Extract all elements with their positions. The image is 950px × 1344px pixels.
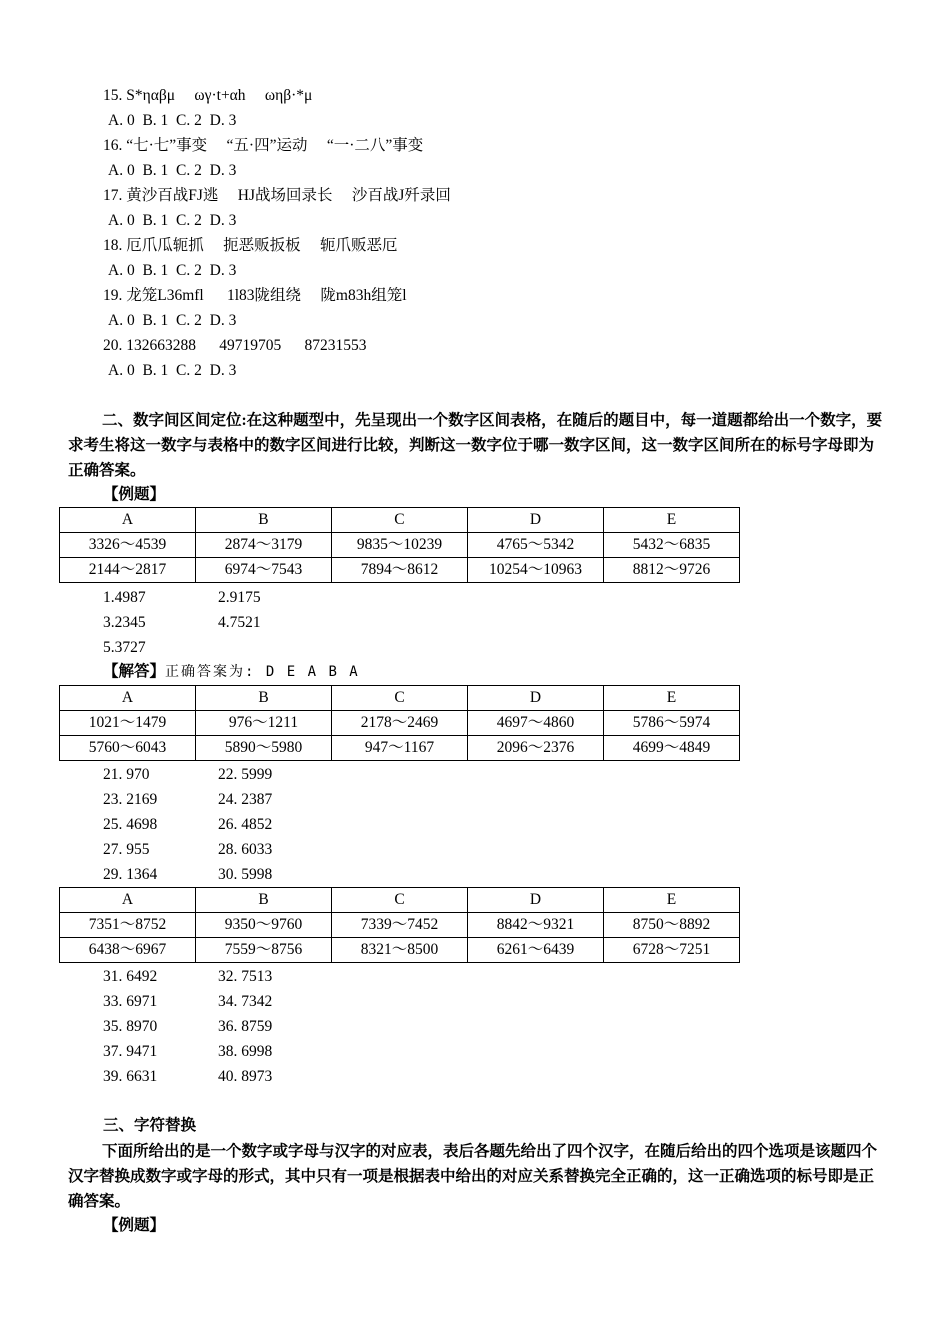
- table-cell: 7351～8752: [60, 913, 196, 938]
- list-item: 34. 7342: [218, 993, 273, 1010]
- list-item: 33. 6971: [103, 993, 158, 1010]
- table-cell: 7559～8756: [196, 938, 332, 963]
- items-row: [103, 813, 272, 837]
- header-a: A: [60, 686, 196, 711]
- example-range-table: [59, 507, 740, 583]
- table-header-row: [60, 686, 740, 711]
- range-table-3: [59, 887, 740, 963]
- header-a: A: [60, 888, 196, 913]
- example-items-row: [103, 611, 261, 635]
- table-cell: 8321～8500: [332, 938, 468, 963]
- question-18: 18. 厄爪瓜轭抓 扼恶贩扳板 轭爪贩恶厄: [103, 237, 398, 254]
- table-header-row: [60, 508, 740, 533]
- table-cell: 2178～2469: [332, 711, 468, 736]
- list-item: 25. 4698: [103, 816, 158, 833]
- table-cell: 5432～6835: [604, 533, 740, 558]
- table-cell: 976～1211: [196, 711, 332, 736]
- table-cell: 8812～9726: [604, 558, 740, 583]
- list-item: 36. 8759: [218, 1018, 273, 1035]
- table-cell: 3326～4539: [60, 533, 196, 558]
- table-cell: 8842～9321: [468, 913, 604, 938]
- list-item: 3.2345: [103, 614, 146, 631]
- table-cell: 7339～7452: [332, 913, 468, 938]
- table-cell: 2096～2376: [468, 736, 604, 761]
- items-row: [103, 838, 272, 862]
- list-item: 40. 8973: [218, 1068, 273, 1085]
- header-e: E: [604, 686, 740, 711]
- section-3-intro-text: 下面所给出的是一个数字或字母与汉字的对应表，表后各题先给出了四个汉字，在随后给出的四个选项是该题四个汉字替换成数字或字母的形式，其中只有一项是根据表中给出的对应关系替换完全正确的，这一正确选项的标号即是正确答案。: [68, 1143, 878, 1210]
- section-2-intro: [68, 408, 886, 483]
- table-cell: 8750～8892: [604, 913, 740, 938]
- table-cell: 10254～10963: [467, 558, 603, 583]
- items-row: [103, 990, 272, 1014]
- items-row: [103, 788, 272, 812]
- header-c: C: [332, 686, 468, 711]
- question-16-options: A. 0 B. 1 C. 2 D. 3: [108, 162, 237, 179]
- section-3-title: 三、字符替换: [103, 1117, 197, 1134]
- header-e: E: [604, 888, 740, 913]
- items-row: [103, 863, 272, 887]
- table-cell: 4765～5342: [467, 533, 603, 558]
- items-row: [103, 965, 272, 989]
- items-row: [103, 1065, 272, 1089]
- list-item: 29. 1364: [103, 866, 158, 883]
- table-cell: 6974～7543: [195, 558, 331, 583]
- list-item: 37. 9471: [103, 1043, 158, 1060]
- table-cell: 5786～5974: [604, 711, 740, 736]
- table-row: [60, 736, 740, 761]
- header-b: B: [195, 508, 331, 533]
- table-cell: 4699～4849: [604, 736, 740, 761]
- list-item: 28. 6033: [218, 841, 273, 858]
- list-item: 38. 6998: [218, 1043, 273, 1060]
- header-d: D: [468, 686, 604, 711]
- question-17: 17. 黄沙百战FJ逃 HJ战场回录长 沙百战J歼录回: [103, 187, 451, 204]
- table-row: [60, 938, 740, 963]
- question-20: 20. 132663288 49719705 87231553: [103, 337, 367, 354]
- question-15: 15. S*ηαβμ ωγ·t+αh ωηβ·*μ: [103, 87, 313, 104]
- table-row: [60, 558, 740, 583]
- header-c: C: [331, 508, 467, 533]
- list-item: 27. 955: [103, 841, 150, 858]
- table-cell: 7894～8612: [331, 558, 467, 583]
- table-cell: 2144～2817: [60, 558, 196, 583]
- list-item: 30. 5998: [218, 866, 273, 883]
- answer-text: 正确答案为: D E A B A: [165, 664, 360, 680]
- table-cell: 2874～3179: [195, 533, 331, 558]
- list-item: 24. 2387: [218, 791, 273, 808]
- example-items-row: [103, 636, 218, 660]
- items-row: [103, 1015, 272, 1039]
- section-2-intro-text: 二、数字间区间定位:在这种题型中，先呈现出一个数字区间表格，在随后的题目中，每一道题都给出一个数字，要求考生将这一数字与表格中的数字区间进行比较，判断这一数字位于哪一数字区间，这一数字区间所在的标号字母即为正确答案。: [68, 412, 883, 479]
- table-cell: 9350～9760: [196, 913, 332, 938]
- section-3-example-label: 【例题】: [103, 1217, 166, 1234]
- table-cell: 1021～1479: [60, 711, 196, 736]
- example-label: 【例题】: [103, 486, 166, 503]
- header-c: C: [332, 888, 468, 913]
- list-item: 23. 2169: [103, 791, 158, 808]
- list-item: 2.9175: [218, 589, 261, 606]
- question-19-options: A. 0 B. 1 C. 2 D. 3: [108, 312, 237, 329]
- header-b: B: [196, 888, 332, 913]
- header-d: D: [468, 888, 604, 913]
- section-3-intro: [68, 1139, 886, 1214]
- question-16: 16. “七·七”事变 “五·四”运动 “一·二八”事变: [103, 137, 424, 154]
- list-item: 35. 8970: [103, 1018, 158, 1035]
- list-item: 22. 5999: [218, 766, 273, 783]
- range-table-2: [59, 685, 740, 761]
- list-item: 5.3727: [103, 639, 146, 656]
- list-item: 4.7521: [218, 614, 261, 631]
- list-item: 26. 4852: [218, 816, 273, 833]
- items-row: [103, 1040, 272, 1064]
- header-a: A: [60, 508, 196, 533]
- table-header-row: [60, 888, 740, 913]
- list-item: 31. 6492: [103, 968, 158, 985]
- example-items-row: [103, 586, 261, 610]
- header-b: B: [196, 686, 332, 711]
- question-19: 19. 龙笼L36mfl 1l83陇组绕 陇m83h组笼l: [103, 287, 407, 304]
- table-cell: 4697～4860: [468, 711, 604, 736]
- answer-label: 【解答】: [103, 663, 166, 680]
- list-item: 21. 970: [103, 766, 150, 783]
- list-item: 1.4987: [103, 589, 146, 606]
- question-20-options: A. 0 B. 1 C. 2 D. 3: [108, 362, 237, 379]
- question-17-options: A. 0 B. 1 C. 2 D. 3: [108, 212, 237, 229]
- header-d: D: [467, 508, 603, 533]
- items-row: [103, 763, 272, 787]
- question-18-options: A. 0 B. 1 C. 2 D. 3: [108, 262, 237, 279]
- table-cell: 6728～7251: [604, 938, 740, 963]
- list-item: 32. 7513: [218, 968, 273, 985]
- table-cell: 9835～10239: [331, 533, 467, 558]
- table-row: [60, 533, 740, 558]
- table-cell: 5760～6043: [60, 736, 196, 761]
- table-row: [60, 913, 740, 938]
- table-cell: 947～1167: [332, 736, 468, 761]
- header-e: E: [604, 508, 740, 533]
- table-cell: 5890～5980: [196, 736, 332, 761]
- question-15-options: A. 0 B. 1 C. 2 D. 3: [108, 112, 237, 129]
- table-cell: 6438～6967: [60, 938, 196, 963]
- table-cell: 6261～6439: [468, 938, 604, 963]
- table-row: [60, 711, 740, 736]
- list-item: 39. 6631: [103, 1068, 158, 1085]
- answer-line: [103, 660, 360, 684]
